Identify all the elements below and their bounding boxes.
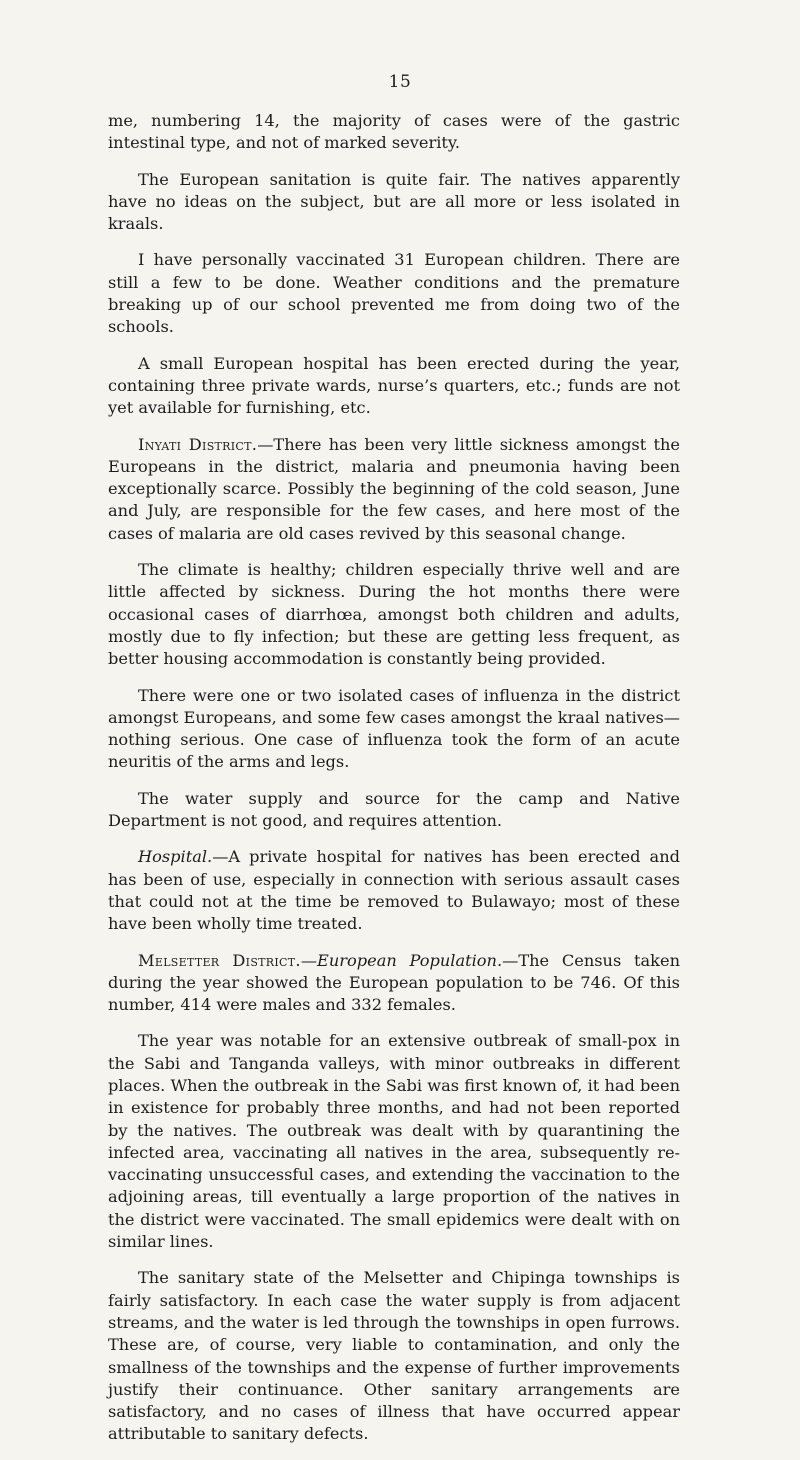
paragraph-text: —The Census taken during the year showed the European population to be 746. Of this number, 414 were males and 332 females. (108, 950, 681, 1015)
page-number: 15 (388, 72, 412, 92)
paragraph-text: The European sanitation is quite fair. The natives apparently have no ideas on the subject, but are all more or less isolated in kraals. (108, 169, 680, 234)
paragraph-text: The sanitary state of the Melsetter and Chipinga townships is fairly satisfactory. In each case the water supply is from adjacent streams, and the water is led through the townships in open furrows. These are, of course, very liable to contamination, and only the smallness of the townships and the expense of further improvements justify their continuance. Other sanitary arrangements are satisfactory, and no cases of illness that have occurred appear attributable to sanitary defects. (108, 1268, 680, 1444)
body-text (108, 110, 680, 1460)
paragraph-hospital (108, 846, 680, 935)
paragraph (108, 788, 680, 833)
paragraph-melsetter (108, 950, 680, 1017)
paragraph-text: —A private hospital for natives has been erected and has been of use, especially in connection with serious assault cases that could not at the time be removed to Bulawayo; most of these have been wholly time treated. (108, 847, 680, 934)
paragraph-text: me, numbering 14, the majority of cases were of the gastric intestinal type, and not of marked severity. (108, 111, 680, 153)
paragraph-text: I have personally vaccinated 31 European children. There are still a few to be done. Weather conditions and the premature breaking up of our school prevented me from doing two of the schools. (108, 250, 680, 337)
paragraph (108, 249, 680, 338)
paragraph-inyati (108, 434, 680, 545)
paragraph (108, 110, 680, 155)
section-heading: Inyati District. (138, 434, 258, 454)
section-heading: Melsetter District. (138, 950, 301, 970)
paragraph (108, 1267, 680, 1445)
paragraph-text: The water supply and source for the camp and Native Department is not good, and requires attention. (108, 788, 680, 831)
paragraph-text: The year was notable for an extensive outbreak of small-pox in the Sabi and Tanganda valleys, with minor outbreaks in different places. When the outbreak in the Sabi was first known of, it had been in existence for probably three months, and had not been reported by the natives. The outbreak was dealt with by quarantining the infected area, vaccinating all natives in the area, subsequently re-vaccinating unsuccessful cases, and extending the vaccination to the adjoining areas, till eventually a large proportion of the natives in the district were vaccinated. The small epidemics were dealt with on similar lines. (108, 1031, 680, 1252)
paragraph (108, 1030, 680, 1253)
paragraph-text: A small European hospital has been erected during the year, containing three private wards, nurse’s quarters, etc.; funds are not yet available for furnishing, etc. (108, 353, 680, 418)
paragraph-text: The climate is healthy; children especially thrive well and are little affected by sickness. During the hot months there were occasional cases of diarrhœa, amongst both children and adults, mostly due to fly infection; but these are getting less frequent, as better housing accommodation is constantly being provided. (108, 560, 680, 669)
paragraph (108, 353, 680, 420)
italic-subheading: Hospital. (138, 847, 213, 867)
italic-subheading: —European Population. (300, 950, 503, 970)
paragraph-text: There were one or two isolated cases of influenza in the district amongst Europeans, and some few cases amongst the kraal natives—nothing serious. One case of influenza took the form of an acute neuritis of the arms and legs. (108, 685, 680, 772)
paragraph (108, 169, 680, 236)
paragraph (108, 685, 680, 774)
paragraph (108, 559, 680, 670)
paragraph-text: —There has been very little sickness amongst the Europeans in the district, malaria and pneumonia having been exceptionally scarce. Possibly the beginning of the cold season, June and July, are responsible for the few cases, and here most of the cases of malaria are old cases revived by this seasonal change. (108, 434, 680, 543)
